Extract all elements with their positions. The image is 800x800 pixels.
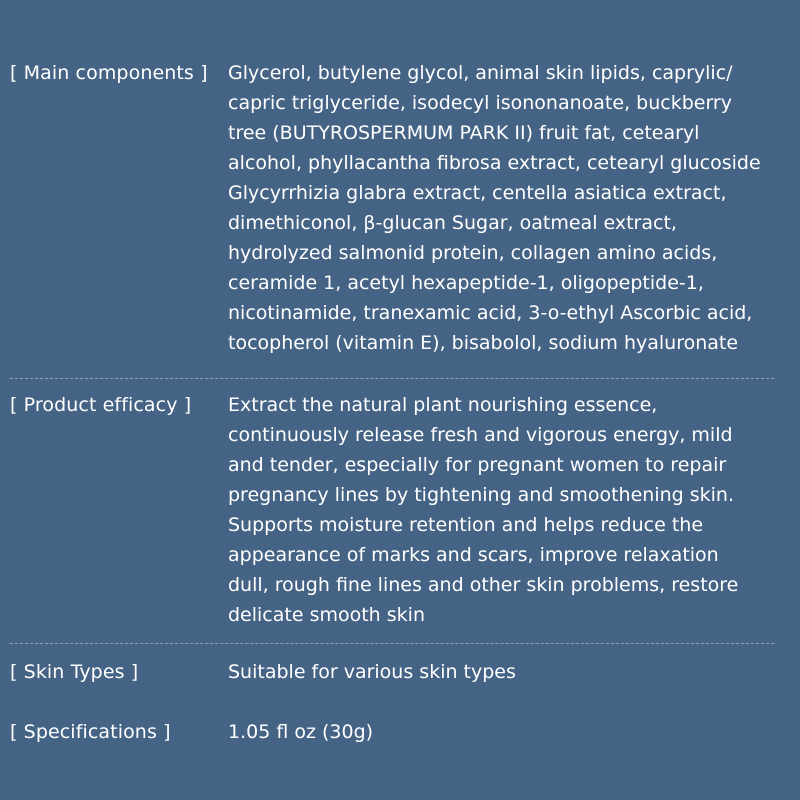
main-components-text bbox=[228, 58, 798, 358]
main-components-line: tree (BUTYROSPERMUM PARK II) fruit fat, cetearyl bbox=[228, 122, 700, 144]
main-components-line: capric triglyceride, isodecyl isononanoate, buckberry bbox=[228, 92, 732, 114]
product-efficacy-line: delicate smooth skin bbox=[228, 604, 425, 626]
main-components-line: Glycyrrhizia glabra extract, centella asiatica extract, bbox=[228, 182, 727, 204]
product-efficacy-line: continuously release fresh and vigorous energy, mild bbox=[228, 424, 733, 446]
product-efficacy-line: Supports moisture retention and helps reduce the bbox=[228, 514, 704, 536]
skin-types-label: [ Skin Types ] bbox=[10, 661, 139, 683]
product-efficacy-line: pregnancy lines by tightening and smoothening skin. bbox=[228, 484, 735, 506]
main-components-label: [ Main components ] bbox=[10, 62, 208, 84]
section-divider bbox=[10, 378, 774, 379]
main-components-line: ceramide 1, acetyl hexapeptide-1, oligopeptide-1, bbox=[228, 272, 704, 294]
main-components-line: alcohol, phyllacantha fibrosa extract, cetearyl glucoside bbox=[228, 152, 761, 174]
product-efficacy-text bbox=[228, 390, 798, 630]
product-efficacy-line: Extract the natural plant nourishing essence, bbox=[228, 394, 658, 416]
main-components-line: tocopherol (vitamin E), bisabolol, sodium hyaluronate bbox=[228, 332, 739, 354]
product-efficacy-label: [ Product efficacy ] bbox=[10, 394, 192, 416]
main-components-line: dimethiconol, β-glucan Sugar, oatmeal extract, bbox=[228, 212, 677, 234]
product-efficacy-line: appearance of marks and scars, improve relaxation bbox=[228, 544, 719, 566]
product-efficacy-line: dull, rough fine lines and other skin problems, restore bbox=[228, 574, 739, 596]
skin-types-value: Suitable for various skin types bbox=[228, 661, 516, 683]
specifications-value: 1.05 fl oz (30g) bbox=[228, 721, 374, 743]
product-efficacy-line: and tender, especially for pregnant women to repair bbox=[228, 454, 727, 476]
section-divider bbox=[10, 643, 774, 644]
main-components-line: nicotinamide, tranexamic acid, 3-o-ethyl Ascorbic acid, bbox=[228, 302, 753, 324]
main-components-line: hydrolyzed salmonid protein, collagen amino acids, bbox=[228, 242, 718, 264]
specifications-label: [ Specifications ] bbox=[10, 721, 171, 743]
main-components-line: Glycerol, butylene glycol, animal skin lipids, caprylic/ bbox=[228, 62, 733, 84]
